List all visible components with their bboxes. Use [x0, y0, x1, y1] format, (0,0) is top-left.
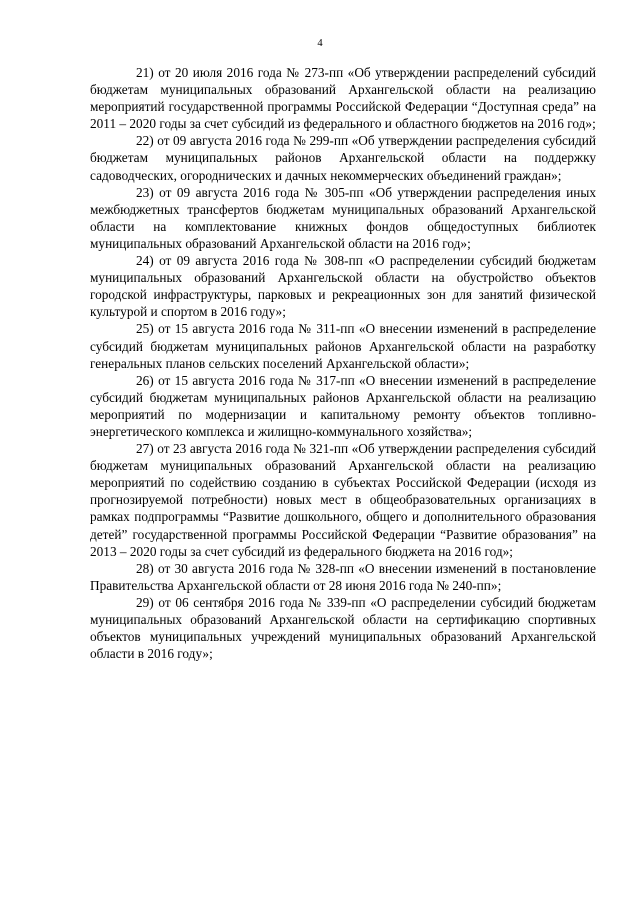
list-item: 26) от 15 августа 2016 года № 317-пп «О внесении изменений в распределение субсидий бюджетам муниципальных районов Архангельской области на реализацию мероприятий по модернизации и капитальному ремонту объектов топливно-энергетического комплекса и жилищно-коммунального хозяйства»; — [90, 372, 596, 439]
page-number: 4 — [317, 38, 323, 49]
list-item: 21) от 20 июля 2016 года № 273-пп «Об утверждении распределений субсидий бюджетам муниципальных образований Архангельской области на реализацию мероприятий государственной программы Российской Федерации “Доступная среда” на 2011 – 2020 годы за счет субсидий из федерального и областного бюджетов на 2016 год»; — [90, 65, 596, 132]
list-item: 27) от 23 августа 2016 года № 321-пп «Об утверждении распределения субсидий бюджетам муниципальных образований Архангельской области на реализацию мероприятий по содействию созданию в субъектах Российской Федерации (исходя из прогнозируемой потребности) новых мест в общеобразовательных организациях в рамках подпрограммы “Развитие дошкольного, общего и дополнительного образования детей” государственной программы Российской Федерации “Развитие образования” на 2013 – 2020 годы за счет субсидий из федерального бюджета на 2016 год»; — [90, 441, 596, 559]
list-item: 29) от 06 сентября 2016 года № 339-пп «О распределении субсидий бюджетам муниципальных образований Архангельской области на сертификацию спортивных объектов муниципальных учреждений муниципальных образований Архангельской области в 2016 году»; — [90, 594, 596, 662]
list-item: 28) от 30 августа 2016 года № 328-пп «О внесении изменений в постановление Правительства Архангельской области от 28 июня 2016 года № 240-пп»; — [90, 560, 596, 593]
document-body — [90, 64, 596, 662]
list-item: 23) от 09 августа 2016 года № 305-пп «Об утверждении распределения иных межбюджетных трансфертов бюджетам муниципальных образований Архангельской области на комплектование книжных фондов общедоступных библиотек муниципальных образований Архангельской области на 2016 год»; — [90, 184, 596, 251]
list-item: 24) от 09 августа 2016 года № 308-пп «О распределении субсидий бюджетам муниципальных образований Архангельской области на обустройство объектов городской инфраструктуры, парковых и рекреационных зон для занятий физической культурой и спортом в 2016 году»; — [90, 253, 596, 320]
list-item: 25) от 15 августа 2016 года № 311-пп «О внесении изменений в распределение субсидий бюджетам муниципальных районов Архангельской области на разработку генеральных планов сельских поселений Архангельской области»; — [90, 321, 596, 371]
list-item: 22) от 09 августа 2016 года № 299-пп «Об утверждении распределения субсидий бюджетам муниципальных районов Архангельской области на поддержку садоводческих, огороднических и дачных некоммерческих объединений граждан»; — [90, 133, 596, 183]
